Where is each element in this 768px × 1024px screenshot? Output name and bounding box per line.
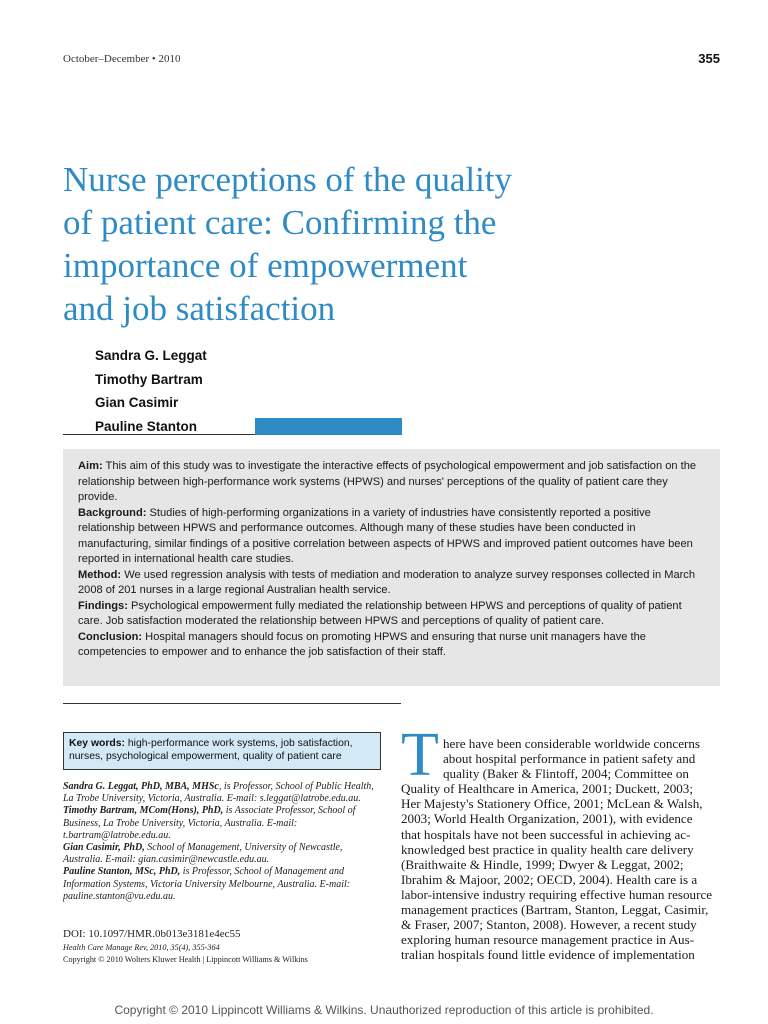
abstract-findings: Findings: Psychological empowerment fully mediated the relationship between HPWS and perceptions of quality of patient care. Job satisfaction moderated the relationship between HPWS and perceptions of quality of patient care. — [78, 599, 682, 627]
author-bio: Gian Casimir, PhD, School of Management, University of Newcastle, Australia. E-mail: gian.casimir@newcastle.edu.au. — [63, 842, 343, 866]
author-divider — [63, 434, 255, 435]
author-bio: Sandra G. Leggat, PhD, MBA, MHSc, is Professor, School of Public Health, La Trobe University, Victoria, Australia. E-mail: s.leggat@latrobe.edu.au. — [63, 781, 374, 805]
body-line: 2003; World Health Organization, 2001), with evidence — [401, 811, 693, 827]
abstract-box — [63, 449, 720, 686]
body-line: management practices (Bartram, Stanton, Leggat, Casimir, — [401, 902, 709, 918]
body-line: quality (Baker & Flintoff, 2004; Committee on — [443, 766, 689, 782]
author-name: Pauline Stanton — [95, 418, 198, 434]
title-line: importance of empowerment — [63, 246, 468, 285]
author-bios — [63, 781, 383, 903]
author-list — [95, 348, 207, 442]
title-line: of patient care: Confirming the — [63, 203, 497, 242]
author-bio: Pauline Stanton, MSc, PhD, is Professor, School of Management and Information Systems, Victoria University Melbourne, Australia. E-mail: pauline.stanton@vu.edu.au. — [63, 866, 351, 902]
journal-issue-date: October–December • 2010 — [63, 53, 181, 65]
doi: DOI: 10.1097/HMR.0b013e3181e4ec55 — [63, 928, 241, 940]
body-text — [401, 736, 721, 962]
title-line: Nurse perceptions of the quality — [63, 160, 513, 199]
body-line: knowledged best practice in quality health care delivery — [401, 841, 694, 857]
author-bio: Timothy Bartram, MCom(Hons), PhD, is Associate Professor, School of Business, La Trobe University, Victoria, Australia. E-mail: t.bartram@latrobe.edu.au. — [63, 805, 356, 841]
accent-bar — [255, 418, 402, 435]
body-line: tralian hospitals found little evidence of implementation — [401, 947, 695, 963]
author-name: Gian Casimir — [95, 395, 179, 410]
copyright-notice: Copyright © 2010 Wolters Kluwer Health | Lippincott Williams & Wilkins — [63, 955, 308, 964]
abstract-label: Background: — [78, 506, 147, 519]
body-line: here have been considerable worldwide concerns — [443, 736, 701, 751]
body-line: & Fraser, 2007; Stanton, 2008). However, a recent study — [401, 917, 697, 933]
body-line: Her Majesty's Stationery Office, 2001; McLean & Walsh, — [401, 796, 703, 812]
abstract-label: Findings: — [78, 599, 128, 612]
page-footer: Copyright © 2010 Lippincott Williams & Wilkins. Unauthorized reproduction of this article is prohibited. — [114, 1003, 654, 1017]
body-line: labor-intensive industry requiring effective human resource — [401, 886, 713, 902]
abstract-label: Conclusion: — [78, 630, 143, 643]
body-line: that hospitals have not been successful in achieving ac- — [401, 826, 691, 842]
abstract-conclusion: Conclusion: Hospital managers should focus on promoting HPWS and ensuring that nurse unit managers have the competencies to empower and to enhance the job satisfaction of their staff. — [78, 630, 646, 658]
article-title — [63, 158, 643, 330]
body-line: Ibrahim & Majoor, 2002; OECD, 2004). Health care is a — [401, 871, 698, 887]
abstract-background: Background: Studies of high-performing organizations in a variety of industries have consistently reported a positive relationship between HPWS and performance outcomes. Although many of these studies have been conducted in manufacturing, similar findings of a positive correlation between aspects of HPWS and improved patient outcomes have been reported in international health care studies. — [78, 506, 693, 565]
abstract-method: Method: We used regression analysis with tests of mediation and moderation to analyze survey responses collected in March 2008 of 201 nurses in a large regional Australian health service. — [78, 568, 696, 596]
abstract-label: Aim: — [78, 460, 103, 472]
abstract-label: Method: — [78, 568, 122, 581]
body-line: (Braithwaite & Hindle, 1999; Dwyer & Leggat, 2002; — [401, 856, 684, 872]
body-line: exploring human resource management practice in Aus- — [401, 932, 695, 948]
drop-cap: T — [401, 721, 439, 789]
keywords-label: Key words: — [69, 738, 126, 749]
body-line: about hospital performance in patient safety and — [443, 751, 696, 767]
section-divider — [63, 703, 401, 704]
page-number: 355 — [698, 51, 720, 66]
citation: Health Care Manage Rev, 2010, 35(4), 355-364 — [63, 943, 220, 952]
keywords-box — [63, 732, 381, 770]
author-name: Timothy Bartram — [95, 371, 203, 387]
author-name: Sandra G. Leggat — [95, 348, 207, 363]
keywords-text: high-performance work systems, job satisfaction, nurses, psychological empowerment, quality of patient care — [69, 738, 353, 762]
abstract-aim: Aim: This aim of this study was to investigate the interactive effects of psychological empowerment and job satisfaction on the relationship between high-performance work systems (HPWS) and nurses' perceptions of the quality of patient care they provide. — [78, 460, 697, 503]
body-line: Quality of Healthcare in America, 2001; Duckett, 2003; — [401, 781, 693, 797]
title-line: and job satisfaction — [63, 289, 336, 328]
